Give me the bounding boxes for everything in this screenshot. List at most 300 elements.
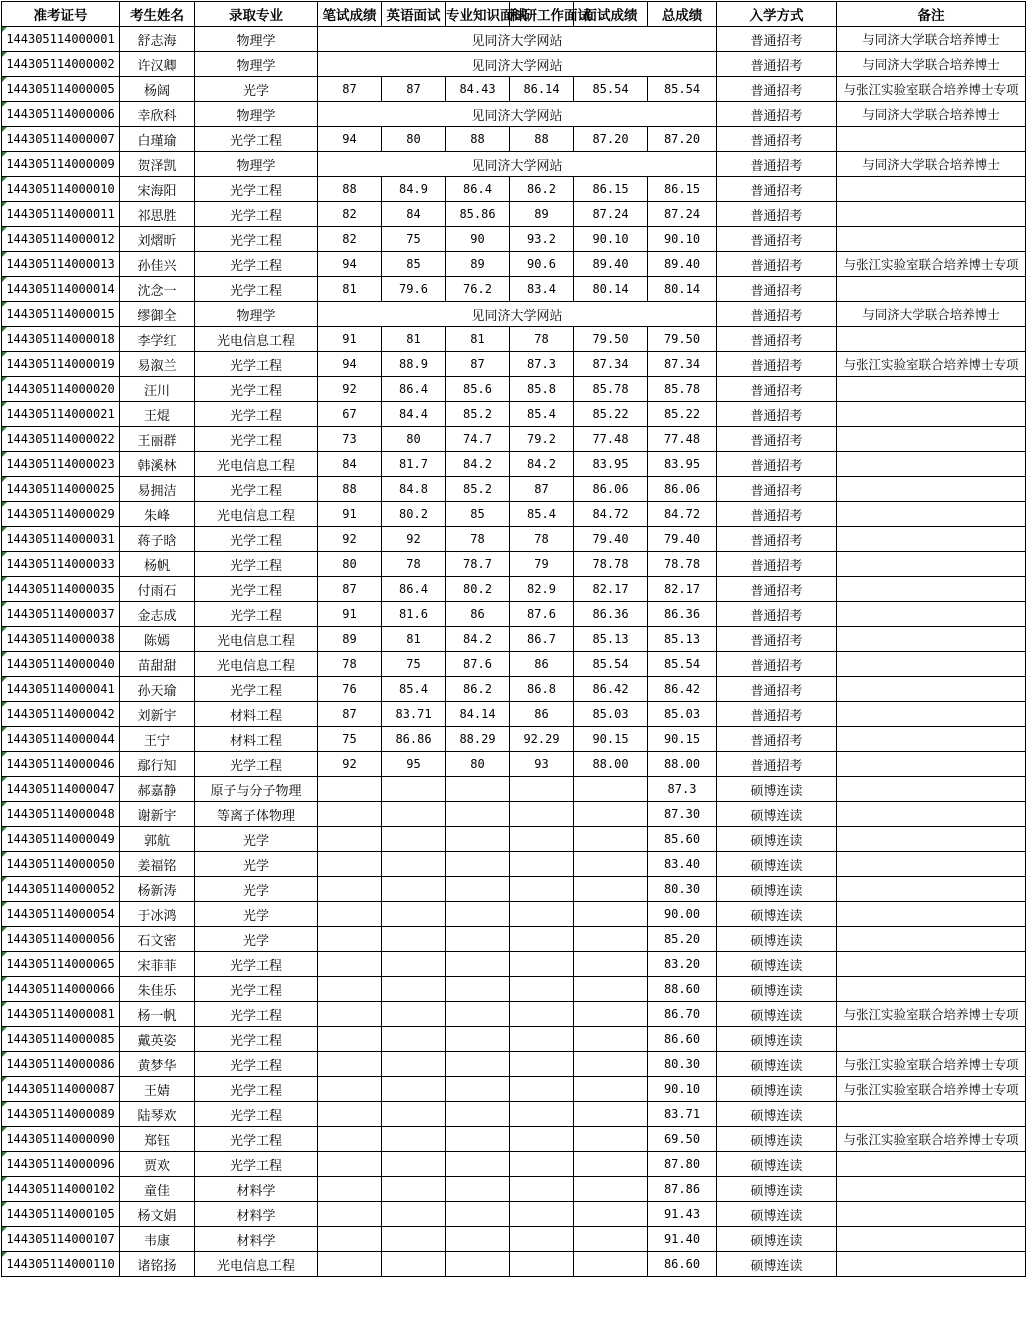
exam-id-cell: 144305114000029 bbox=[2, 502, 120, 527]
major-cell: 光电信息工程 bbox=[195, 502, 318, 527]
total-score-cell: 88.60 bbox=[648, 977, 717, 1002]
exam-id-cell: 144305114000087 bbox=[2, 1077, 120, 1102]
header-cell: 科研工作面试 bbox=[510, 2, 574, 27]
table-row bbox=[2, 827, 1026, 852]
candidate-name-cell: 白瑾瑜 bbox=[120, 127, 195, 152]
interview-score-cell bbox=[574, 902, 648, 927]
candidate-name-cell: 幸欣科 bbox=[120, 102, 195, 127]
major-cell: 光学工程 bbox=[195, 677, 318, 702]
professional-interview-cell: 84.14 bbox=[446, 702, 510, 727]
exam-id-cell: 144305114000014 bbox=[2, 277, 120, 302]
english-interview-cell: 80.2 bbox=[382, 502, 446, 527]
candidate-name-cell: 金志成 bbox=[120, 602, 195, 627]
professional-interview-cell bbox=[446, 1052, 510, 1077]
major-cell: 光学工程 bbox=[195, 252, 318, 277]
total-score-cell: 79.40 bbox=[648, 527, 717, 552]
english-interview-cell: 84 bbox=[382, 202, 446, 227]
interview-score-cell: 79.40 bbox=[574, 527, 648, 552]
candidate-name-cell: 杨阔 bbox=[120, 77, 195, 102]
major-cell: 材料学 bbox=[195, 1177, 318, 1202]
interview-score-cell: 80.14 bbox=[574, 277, 648, 302]
remark-cell: 与同济大学联合培养博士 bbox=[837, 302, 1026, 327]
research-interview-cell: 79.2 bbox=[510, 427, 574, 452]
interview-score-cell: 85.13 bbox=[574, 627, 648, 652]
professional-interview-cell: 84.2 bbox=[446, 627, 510, 652]
admission-method-cell: 硕博连读 bbox=[717, 1027, 837, 1052]
remark-cell: 与张江实验室联合培养博士专项 bbox=[837, 252, 1026, 277]
english-interview-cell: 84.8 bbox=[382, 477, 446, 502]
admission-method-cell: 硕博连读 bbox=[717, 1202, 837, 1227]
table-row bbox=[2, 202, 1026, 227]
english-interview-cell: 85.4 bbox=[382, 677, 446, 702]
written-score-cell: 87 bbox=[318, 702, 382, 727]
major-cell: 光学工程 bbox=[195, 427, 318, 452]
exam-id-cell: 144305114000081 bbox=[2, 1002, 120, 1027]
candidate-name-cell: 汪川 bbox=[120, 377, 195, 402]
written-score-cell bbox=[318, 1177, 382, 1202]
major-cell: 光学工程 bbox=[195, 577, 318, 602]
table-row bbox=[2, 1252, 1026, 1277]
research-interview-cell bbox=[510, 1227, 574, 1252]
research-interview-cell: 85.4 bbox=[510, 502, 574, 527]
table-row bbox=[2, 477, 1026, 502]
major-cell: 光学工程 bbox=[195, 1077, 318, 1102]
research-interview-cell: 90.6 bbox=[510, 252, 574, 277]
table-row bbox=[2, 1052, 1026, 1077]
written-score-cell: 82 bbox=[318, 227, 382, 252]
exam-id-cell: 144305114000054 bbox=[2, 902, 120, 927]
candidate-name-cell: 戴英姿 bbox=[120, 1027, 195, 1052]
exam-id-cell: 144305114000090 bbox=[2, 1127, 120, 1152]
major-cell: 材料学 bbox=[195, 1202, 318, 1227]
professional-interview-cell: 90 bbox=[446, 227, 510, 252]
remark-cell bbox=[837, 902, 1026, 927]
written-score-cell bbox=[318, 902, 382, 927]
written-score-cell: 92 bbox=[318, 752, 382, 777]
candidate-name-cell: 付雨石 bbox=[120, 577, 195, 602]
candidate-name-cell: 杨新涛 bbox=[120, 877, 195, 902]
admission-method-cell: 普通招考 bbox=[717, 402, 837, 427]
remark-cell bbox=[837, 627, 1026, 652]
table-row bbox=[2, 427, 1026, 452]
admission-method-cell: 普通招考 bbox=[717, 502, 837, 527]
professional-interview-cell bbox=[446, 1227, 510, 1252]
english-interview-cell bbox=[382, 927, 446, 952]
candidate-name-cell: 沈念一 bbox=[120, 277, 195, 302]
table-row bbox=[2, 752, 1026, 777]
english-interview-cell bbox=[382, 1252, 446, 1277]
admission-method-cell: 普通招考 bbox=[717, 377, 837, 402]
research-interview-cell bbox=[510, 927, 574, 952]
exam-id-cell: 144305114000009 bbox=[2, 152, 120, 177]
candidate-name-cell: 于冰鸿 bbox=[120, 902, 195, 927]
major-cell: 材料学 bbox=[195, 1227, 318, 1252]
english-interview-cell: 83.71 bbox=[382, 702, 446, 727]
table-row bbox=[2, 52, 1026, 77]
remark-cell bbox=[837, 677, 1026, 702]
table-row bbox=[2, 502, 1026, 527]
candidate-name-cell: 韦康 bbox=[120, 1227, 195, 1252]
interview-score-cell: 82.17 bbox=[574, 577, 648, 602]
table-row bbox=[2, 1002, 1026, 1027]
professional-interview-cell: 84.43 bbox=[446, 77, 510, 102]
written-score-cell bbox=[318, 877, 382, 902]
total-score-cell: 80.30 bbox=[648, 877, 717, 902]
written-score-cell: 88 bbox=[318, 177, 382, 202]
research-interview-cell: 85.4 bbox=[510, 402, 574, 427]
exam-id-cell: 144305114000021 bbox=[2, 402, 120, 427]
candidate-name-cell: 刘新宇 bbox=[120, 702, 195, 727]
interview-score-cell: 85.54 bbox=[574, 77, 648, 102]
written-score-cell bbox=[318, 1152, 382, 1177]
major-cell: 光学工程 bbox=[195, 527, 318, 552]
candidate-name-cell: 朱佳乐 bbox=[120, 977, 195, 1002]
total-score-cell: 79.50 bbox=[648, 327, 717, 352]
admission-method-cell: 普通招考 bbox=[717, 177, 837, 202]
major-cell: 光学工程 bbox=[195, 352, 318, 377]
total-score-cell: 88.00 bbox=[648, 752, 717, 777]
research-interview-cell bbox=[510, 1252, 574, 1277]
total-score-cell: 85.03 bbox=[648, 702, 717, 727]
major-cell: 物理学 bbox=[195, 27, 318, 52]
exam-id-cell: 144305114000056 bbox=[2, 927, 120, 952]
remark-cell bbox=[837, 952, 1026, 977]
professional-interview-cell bbox=[446, 852, 510, 877]
total-score-cell: 86.60 bbox=[648, 1027, 717, 1052]
header-cell: 准考证号 bbox=[2, 2, 120, 27]
remark-cell bbox=[837, 1202, 1026, 1227]
admission-method-cell: 硕博连读 bbox=[717, 1127, 837, 1152]
english-interview-cell: 81 bbox=[382, 627, 446, 652]
english-interview-cell: 86.86 bbox=[382, 727, 446, 752]
table-row bbox=[2, 27, 1026, 52]
exam-id-cell: 144305114000019 bbox=[2, 352, 120, 377]
interview-score-cell: 86.36 bbox=[574, 602, 648, 627]
candidate-name-cell: 王宁 bbox=[120, 727, 195, 752]
english-interview-cell bbox=[382, 902, 446, 927]
interview-score-cell: 85.78 bbox=[574, 377, 648, 402]
table-row bbox=[2, 527, 1026, 552]
remark-cell bbox=[837, 552, 1026, 577]
major-cell: 光学 bbox=[195, 77, 318, 102]
admission-method-cell: 普通招考 bbox=[717, 602, 837, 627]
professional-interview-cell: 74.7 bbox=[446, 427, 510, 452]
major-cell: 光电信息工程 bbox=[195, 327, 318, 352]
table-row bbox=[2, 277, 1026, 302]
total-score-cell: 90.15 bbox=[648, 727, 717, 752]
english-interview-cell bbox=[382, 1152, 446, 1177]
table-row bbox=[2, 927, 1026, 952]
english-interview-cell: 81.6 bbox=[382, 602, 446, 627]
english-interview-cell: 85 bbox=[382, 252, 446, 277]
written-score-cell bbox=[318, 1027, 382, 1052]
major-cell: 材料工程 bbox=[195, 702, 318, 727]
admission-method-cell: 硕博连读 bbox=[717, 1002, 837, 1027]
english-interview-cell bbox=[382, 802, 446, 827]
admission-method-cell: 普通招考 bbox=[717, 202, 837, 227]
exam-id-cell: 144305114000044 bbox=[2, 727, 120, 752]
written-score-cell bbox=[318, 1127, 382, 1152]
remark-cell: 与张江实验室联合培养博士专项 bbox=[837, 1002, 1026, 1027]
written-score-cell: 89 bbox=[318, 627, 382, 652]
professional-interview-cell: 85.6 bbox=[446, 377, 510, 402]
remark-cell: 与张江实验室联合培养博士专项 bbox=[837, 1052, 1026, 1077]
remark-cell bbox=[837, 927, 1026, 952]
admission-method-cell: 普通招考 bbox=[717, 52, 837, 77]
candidate-name-cell: 孙佳兴 bbox=[120, 252, 195, 277]
table-row bbox=[2, 577, 1026, 602]
exam-id-cell: 144305114000086 bbox=[2, 1052, 120, 1077]
candidate-name-cell: 王丽群 bbox=[120, 427, 195, 452]
remark-cell bbox=[837, 227, 1026, 252]
total-score-cell: 77.48 bbox=[648, 427, 717, 452]
english-interview-cell bbox=[382, 877, 446, 902]
remark-cell bbox=[837, 202, 1026, 227]
header-cell: 面试成绩 bbox=[574, 2, 648, 27]
exam-id-cell: 144305114000105 bbox=[2, 1202, 120, 1227]
total-score-cell: 69.50 bbox=[648, 1127, 717, 1152]
candidate-name-cell: 黄梦华 bbox=[120, 1052, 195, 1077]
remark-cell bbox=[837, 652, 1026, 677]
remark-cell bbox=[837, 1227, 1026, 1252]
candidate-name-cell: 陆琴欢 bbox=[120, 1102, 195, 1127]
table-row bbox=[2, 302, 1026, 327]
written-score-cell bbox=[318, 977, 382, 1002]
admission-table bbox=[1, 1, 1026, 1277]
total-score-cell: 91.40 bbox=[648, 1227, 717, 1252]
admission-method-cell: 普通招考 bbox=[717, 727, 837, 752]
professional-interview-cell: 86.2 bbox=[446, 677, 510, 702]
english-interview-cell bbox=[382, 1127, 446, 1152]
research-interview-cell: 82.9 bbox=[510, 577, 574, 602]
table-row bbox=[2, 177, 1026, 202]
professional-interview-cell: 80 bbox=[446, 752, 510, 777]
total-score-cell: 91.43 bbox=[648, 1202, 717, 1227]
written-score-cell: 76 bbox=[318, 677, 382, 702]
candidate-name-cell: 王婧 bbox=[120, 1077, 195, 1102]
total-score-cell: 87.86 bbox=[648, 1177, 717, 1202]
admission-method-cell: 普通招考 bbox=[717, 427, 837, 452]
written-score-cell: 88 bbox=[318, 477, 382, 502]
exam-id-cell: 144305114000013 bbox=[2, 252, 120, 277]
table-row bbox=[2, 227, 1026, 252]
remark-cell: 与张江实验室联合培养博士专项 bbox=[837, 1077, 1026, 1102]
candidate-name-cell: 陈嫣 bbox=[120, 627, 195, 652]
exam-id-cell: 144305114000010 bbox=[2, 177, 120, 202]
research-interview-cell: 87.6 bbox=[510, 602, 574, 627]
english-interview-cell bbox=[382, 1177, 446, 1202]
remark-cell bbox=[837, 177, 1026, 202]
candidate-name-cell: 诸铭扬 bbox=[120, 1252, 195, 1277]
major-cell: 光学 bbox=[195, 877, 318, 902]
total-score-cell: 83.20 bbox=[648, 952, 717, 977]
total-score-cell: 90.10 bbox=[648, 1077, 717, 1102]
research-interview-cell bbox=[510, 1127, 574, 1152]
major-cell: 光学 bbox=[195, 902, 318, 927]
remark-cell bbox=[837, 852, 1026, 877]
remark-cell bbox=[837, 577, 1026, 602]
total-score-cell: 86.42 bbox=[648, 677, 717, 702]
exam-id-cell: 144305114000018 bbox=[2, 327, 120, 352]
interview-score-cell: 77.48 bbox=[574, 427, 648, 452]
admission-method-cell: 普通招考 bbox=[717, 702, 837, 727]
written-score-cell bbox=[318, 1077, 382, 1102]
professional-interview-cell: 87 bbox=[446, 352, 510, 377]
remark-cell bbox=[837, 877, 1026, 902]
admission-method-cell: 普通招考 bbox=[717, 552, 837, 577]
interview-score-cell bbox=[574, 852, 648, 877]
professional-interview-cell: 87.6 bbox=[446, 652, 510, 677]
interview-score-cell: 85.03 bbox=[574, 702, 648, 727]
remark-cell bbox=[837, 527, 1026, 552]
candidate-name-cell: 易溆兰 bbox=[120, 352, 195, 377]
english-interview-cell bbox=[382, 952, 446, 977]
total-score-cell: 85.54 bbox=[648, 652, 717, 677]
admission-method-cell: 硕博连读 bbox=[717, 927, 837, 952]
merged-scores-cell: 见同济大学网站 bbox=[318, 152, 717, 177]
admission-method-cell: 硕博连读 bbox=[717, 1252, 837, 1277]
total-score-cell: 85.22 bbox=[648, 402, 717, 427]
interview-score-cell bbox=[574, 777, 648, 802]
exam-id-cell: 144305114000110 bbox=[2, 1252, 120, 1277]
admission-method-cell: 普通招考 bbox=[717, 627, 837, 652]
written-score-cell bbox=[318, 1227, 382, 1252]
research-interview-cell: 87.3 bbox=[510, 352, 574, 377]
candidate-name-cell: 谢新宇 bbox=[120, 802, 195, 827]
english-interview-cell: 86.4 bbox=[382, 377, 446, 402]
written-score-cell: 94 bbox=[318, 352, 382, 377]
professional-interview-cell bbox=[446, 1252, 510, 1277]
candidate-name-cell: 鄢行知 bbox=[120, 752, 195, 777]
interview-score-cell: 86.06 bbox=[574, 477, 648, 502]
research-interview-cell: 86.14 bbox=[510, 77, 574, 102]
major-cell: 物理学 bbox=[195, 152, 318, 177]
remark-cell bbox=[837, 502, 1026, 527]
professional-interview-cell: 85.2 bbox=[446, 402, 510, 427]
remark-cell bbox=[837, 1027, 1026, 1052]
candidate-name-cell: 王焜 bbox=[120, 402, 195, 427]
table-row bbox=[2, 252, 1026, 277]
table-row bbox=[2, 852, 1026, 877]
major-cell: 光学工程 bbox=[195, 1052, 318, 1077]
candidate-name-cell: 许汉卿 bbox=[120, 52, 195, 77]
research-interview-cell bbox=[510, 1202, 574, 1227]
english-interview-cell: 95 bbox=[382, 752, 446, 777]
admission-method-cell: 硕博连读 bbox=[717, 1152, 837, 1177]
remark-cell bbox=[837, 377, 1026, 402]
exam-id-cell: 144305114000040 bbox=[2, 652, 120, 677]
admission-method-cell: 硕博连读 bbox=[717, 777, 837, 802]
research-interview-cell: 79 bbox=[510, 552, 574, 577]
admission-method-cell: 普通招考 bbox=[717, 527, 837, 552]
candidate-name-cell: 苗甜甜 bbox=[120, 652, 195, 677]
written-score-cell bbox=[318, 1102, 382, 1127]
written-score-cell: 84 bbox=[318, 452, 382, 477]
professional-interview-cell: 85.86 bbox=[446, 202, 510, 227]
written-score-cell: 78 bbox=[318, 652, 382, 677]
english-interview-cell bbox=[382, 1002, 446, 1027]
professional-interview-cell bbox=[446, 1177, 510, 1202]
total-score-cell: 87.24 bbox=[648, 202, 717, 227]
major-cell: 光学工程 bbox=[195, 1102, 318, 1127]
exam-id-cell: 144305114000005 bbox=[2, 77, 120, 102]
major-cell: 光电信息工程 bbox=[195, 652, 318, 677]
exam-id-cell: 144305114000022 bbox=[2, 427, 120, 452]
major-cell: 光学工程 bbox=[195, 227, 318, 252]
written-score-cell: 87 bbox=[318, 77, 382, 102]
professional-interview-cell bbox=[446, 802, 510, 827]
interview-score-cell bbox=[574, 1202, 648, 1227]
total-score-cell: 90.10 bbox=[648, 227, 717, 252]
interview-score-cell: 86.42 bbox=[574, 677, 648, 702]
total-score-cell: 85.54 bbox=[648, 77, 717, 102]
remark-cell bbox=[837, 327, 1026, 352]
written-score-cell bbox=[318, 777, 382, 802]
candidate-name-cell: 舒志海 bbox=[120, 27, 195, 52]
interview-score-cell bbox=[574, 1077, 648, 1102]
remark-cell bbox=[837, 1177, 1026, 1202]
major-cell: 光学工程 bbox=[195, 202, 318, 227]
candidate-name-cell: 姜福铭 bbox=[120, 852, 195, 877]
remark-cell: 与张江实验室联合培养博士专项 bbox=[837, 352, 1026, 377]
written-score-cell: 92 bbox=[318, 527, 382, 552]
table-row bbox=[2, 802, 1026, 827]
professional-interview-cell: 89 bbox=[446, 252, 510, 277]
english-interview-cell bbox=[382, 777, 446, 802]
interview-score-cell bbox=[574, 1102, 648, 1127]
english-interview-cell bbox=[382, 1052, 446, 1077]
exam-id-cell: 144305114000035 bbox=[2, 577, 120, 602]
written-score-cell bbox=[318, 1202, 382, 1227]
professional-interview-cell bbox=[446, 1127, 510, 1152]
admission-method-cell: 普通招考 bbox=[717, 577, 837, 602]
candidate-name-cell: 贾欢 bbox=[120, 1152, 195, 1177]
header-cell: 专业知识面试 bbox=[446, 2, 510, 27]
total-score-cell: 80.30 bbox=[648, 1052, 717, 1077]
major-cell: 光学工程 bbox=[195, 752, 318, 777]
candidate-name-cell: 宋海阳 bbox=[120, 177, 195, 202]
research-interview-cell bbox=[510, 852, 574, 877]
major-cell: 光学工程 bbox=[195, 127, 318, 152]
table-row bbox=[2, 902, 1026, 927]
candidate-name-cell: 朱峰 bbox=[120, 502, 195, 527]
admission-method-cell: 普通招考 bbox=[717, 302, 837, 327]
exam-id-cell: 144305114000096 bbox=[2, 1152, 120, 1177]
candidate-name-cell: 郝嘉静 bbox=[120, 777, 195, 802]
table-row bbox=[2, 352, 1026, 377]
table-row bbox=[2, 877, 1026, 902]
exam-id-cell: 144305114000001 bbox=[2, 27, 120, 52]
research-interview-cell bbox=[510, 1077, 574, 1102]
major-cell: 光学 bbox=[195, 827, 318, 852]
candidate-name-cell: 蒋子晗 bbox=[120, 527, 195, 552]
major-cell: 光学工程 bbox=[195, 402, 318, 427]
admission-method-cell: 普通招考 bbox=[717, 27, 837, 52]
remark-cell bbox=[837, 427, 1026, 452]
candidate-name-cell: 缪御全 bbox=[120, 302, 195, 327]
table-row bbox=[2, 77, 1026, 102]
admission-method-cell: 普通招考 bbox=[717, 352, 837, 377]
admission-method-cell: 硕博连读 bbox=[717, 952, 837, 977]
admission-method-cell: 普通招考 bbox=[717, 652, 837, 677]
total-score-cell: 83.40 bbox=[648, 852, 717, 877]
remark-cell bbox=[837, 827, 1026, 852]
interview-score-cell bbox=[574, 1177, 648, 1202]
interview-score-cell bbox=[574, 1127, 648, 1152]
remark-cell bbox=[837, 727, 1026, 752]
header-cell: 入学方式 bbox=[717, 2, 837, 27]
english-interview-cell bbox=[382, 1227, 446, 1252]
